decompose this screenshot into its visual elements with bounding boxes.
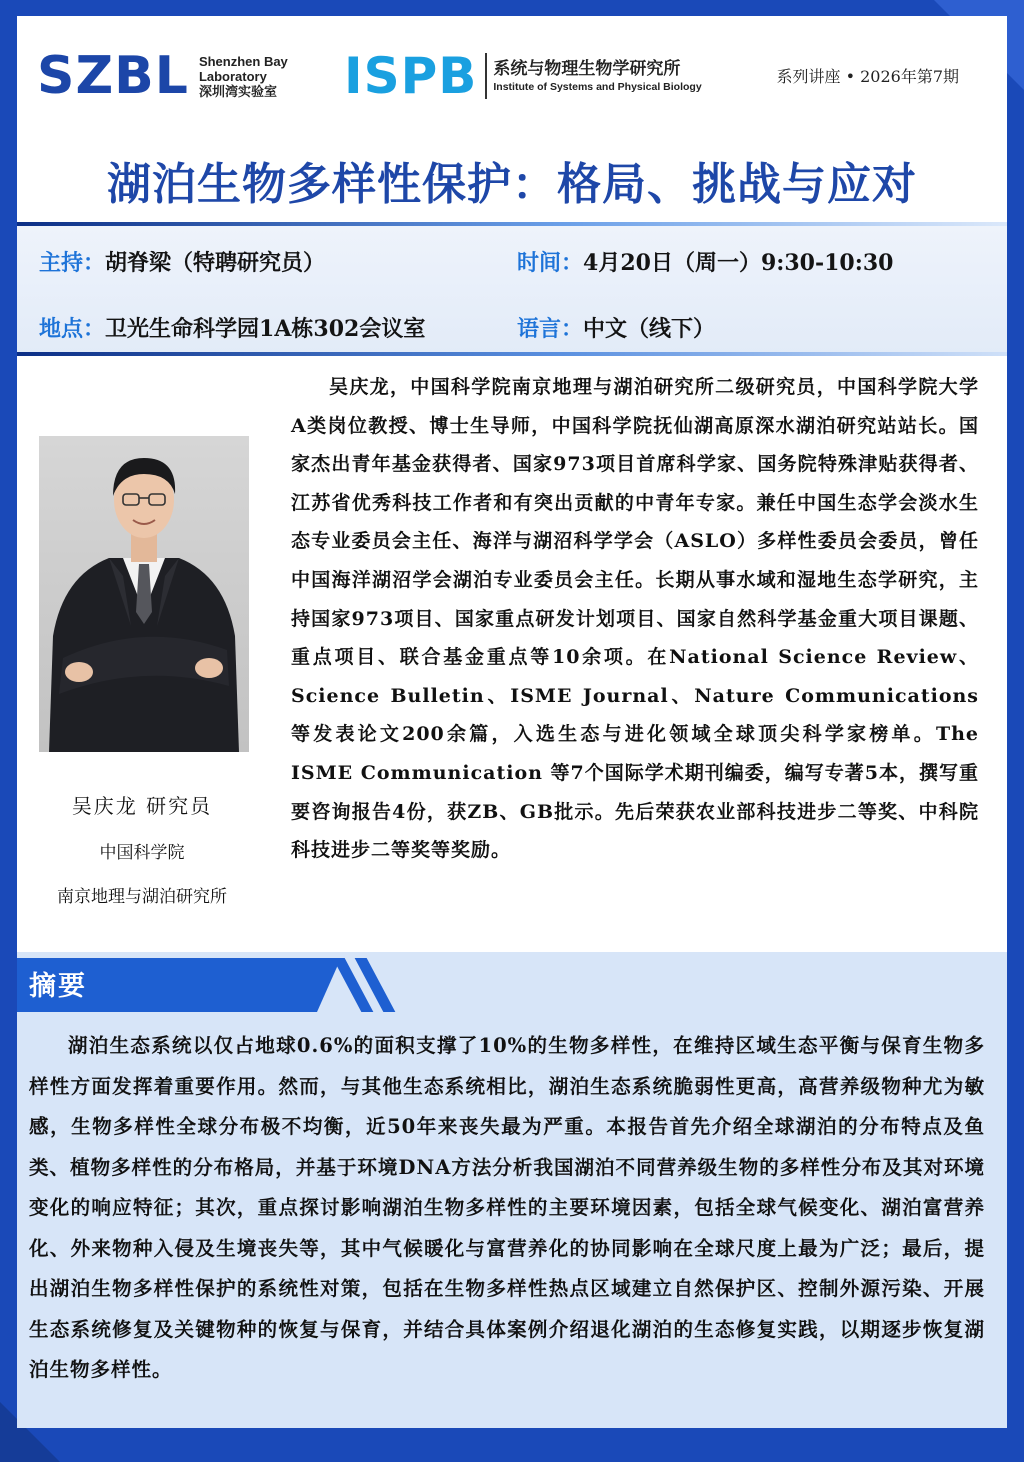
language-row	[517, 312, 715, 343]
host-row	[39, 246, 325, 277]
speaker-bio: 吴庆龙，中国科学院南京地理与湖泊研究所二级研究员，中国科学院大学A类岗位教授、博士生导师，中国科学院抚仙湖高原深水湖泊研究站站长。国家杰出青年基金获得者、国家973项目首席科学家、国务院特殊津贴获得者、江苏省优秀科技工作者和有突出贡献的中青年专家。兼任中国生态学会淡水生态专业委员会主任、海洋与湖沼科学学会（ASLO）多样性委员会委员，曾任中国海洋湖沼学会湖泊专业委员会主任。长期从事水域和湿地生态学研究，主持国家973项目、国家重点研发计划项目、国家自然科学基金重大项目课题、重点项目、联合基金重点等10余项。在National Science Review、Science Bulletin、ISME Journal、Nature Communications等发表论文200余篇，入选生态与进化领域全球顶尖科学家榜单。The ISME Communication 等7个国际学术期刊编委，编写专著5本，撰写重要咨询报告4份，获ZB、GB批示。先后荣获农业部科技进步二等奖、中科院科技进步二等奖等奖励。	[291, 376, 980, 862]
host-value: 胡脊梁（特聘研究员）	[105, 250, 326, 276]
ispb-name-cn: 系统与物理生物学研究所	[493, 59, 681, 79]
szbl-logo	[37, 46, 288, 106]
place-value: 卫光生命科学园1A栋302会议室	[105, 316, 426, 342]
speaker-photo	[39, 436, 249, 752]
host-key: 主持：	[39, 250, 106, 276]
szbl-wordmark: SZBL	[37, 46, 189, 106]
speaker-section	[17, 356, 1007, 952]
series-label: 系列讲座 • 2026年第7期	[776, 67, 959, 86]
szbl-subtitle	[199, 54, 288, 99]
event-info	[17, 226, 1007, 356]
speaker-institution-1: 中国科学院	[99, 843, 185, 863]
ispb-name-en: Institute of Systems and Physical Biology	[493, 81, 702, 93]
poster-header	[17, 16, 1007, 226]
logo-divider	[485, 53, 487, 99]
speaker-portrait-illustration	[39, 436, 249, 752]
szbl-line1: Shenzhen Bay	[198, 53, 288, 69]
abstract-section	[17, 952, 1007, 1428]
ispb-logo	[344, 47, 702, 105]
language-value: 中文（线下）	[583, 316, 716, 342]
speaker-institution-2: 南京地理与湖泊研究所	[57, 887, 227, 907]
abstract-body: 湖泊生态系统以仅占地球0.6%的面积支撑了10%的生物多样性，在维持区域生态平衡与保育生物多样性方面发挥着重要作用。然而，与其他生态系统相比，湖泊生态系统脆弱性更高，高营养级物种尤为敏感，生物多样性全球分布极不均衡，近50年来丧失最为严重。本报告首先介绍全球湖泊的分布特点及鱼类、植物多样性的分布格局，并基于环境DNA方法分析我国湖泊不同营养级生物的多样性分布及其对环境变化的响应特征；其次，重点探讨影响湖泊生物多样性的主要环境因素，包括全球气候变化、湖泊富营养化、外来物种入侵及生境丧失等，其中气候暖化与富营养化的协同影响在全球尺度上最为广泛；最后，提出湖泊生物多样性保护的系统性对策，包括在生物多样性热点区域建立自然保护区、控制外源污染、开展生态系统修复及关键物种的恢复与保育，并结合具体案例介绍退化湖泊的生态修复实践，以期逐步恢复湖泊生物多样性。	[29, 1034, 985, 1381]
page-title: 湖泊生物多样性保护：格局、挑战与应对	[107, 159, 917, 210]
time-key: 时间：	[517, 250, 584, 276]
time-row	[517, 246, 893, 277]
abstract-heading: 摘要	[29, 971, 87, 1002]
place-row	[39, 312, 425, 343]
ispb-subtitle	[493, 58, 701, 94]
place-key: 地点：	[39, 316, 106, 342]
time-value: 4月20日（周一）9:30-10:30	[583, 250, 894, 276]
szbl-line2: Laboratory	[198, 68, 267, 84]
szbl-line3: 深圳湾实验室	[198, 83, 277, 99]
language-key: 语言：	[517, 316, 584, 342]
speaker-name: 吴庆龙 研究员	[71, 794, 213, 818]
ispb-wordmark: ISPB	[344, 47, 478, 105]
